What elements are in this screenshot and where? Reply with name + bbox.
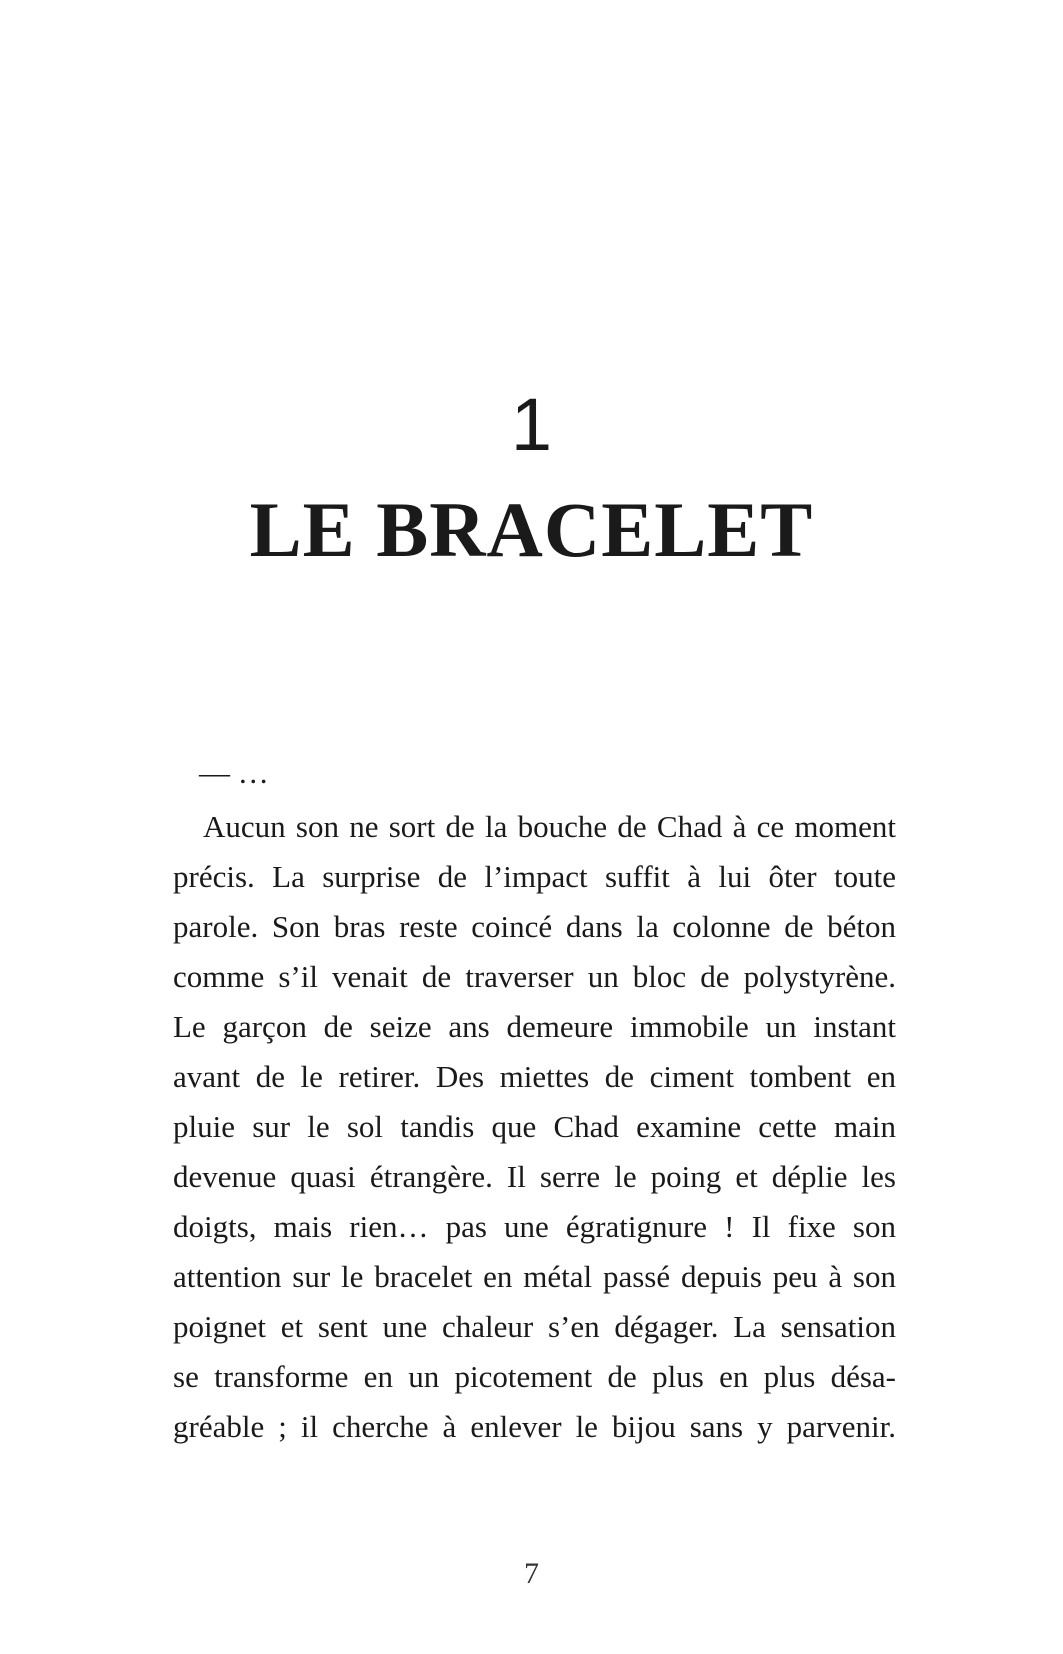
text-line: Aucun son ne sort de la bouche de Chad à ce moment	[203, 809, 896, 844]
chapter-body	[173, 755, 896, 1452]
chapter-title: LE BRACELET	[249, 486, 814, 573]
text-line: comme s’il venait de traverser un bloc de polystyrène.	[173, 959, 896, 994]
text-line: gréable ; il cherche à enlever le bijou sans y parvenir.	[173, 1409, 896, 1444]
text-line: attention sur le bracelet en métal passé depuis peu à son	[173, 1259, 896, 1294]
dialogue-line: — …	[199, 755, 269, 790]
text-line: parole. Son bras reste coincé dans la colonne de béton	[173, 909, 896, 944]
text-line: doigts, mais rien… pas une égratignure ! Il fixe son	[173, 1209, 896, 1244]
text-line: se transforme en un picotement de plus en plus désa-	[173, 1359, 896, 1394]
text-line: avant de le retirer. Des miettes de ciment tombent en	[173, 1059, 896, 1094]
text-line: pluie sur le sol tandis que Chad examine cette main	[173, 1109, 896, 1144]
text-line: Le garçon de seize ans demeure immobile un instant	[173, 1009, 896, 1044]
chapter-number: 1	[510, 383, 553, 466]
text-line: précis. La surprise de l’impact suffit à lui ôter toute	[173, 859, 896, 894]
text-line: devenue quasi étrangère. Il serre le poing et déplie les	[173, 1159, 896, 1194]
page-number: 7	[524, 1557, 539, 1590]
text-line: poignet et sent une chaleur s’en dégager. La sensation	[173, 1309, 896, 1344]
